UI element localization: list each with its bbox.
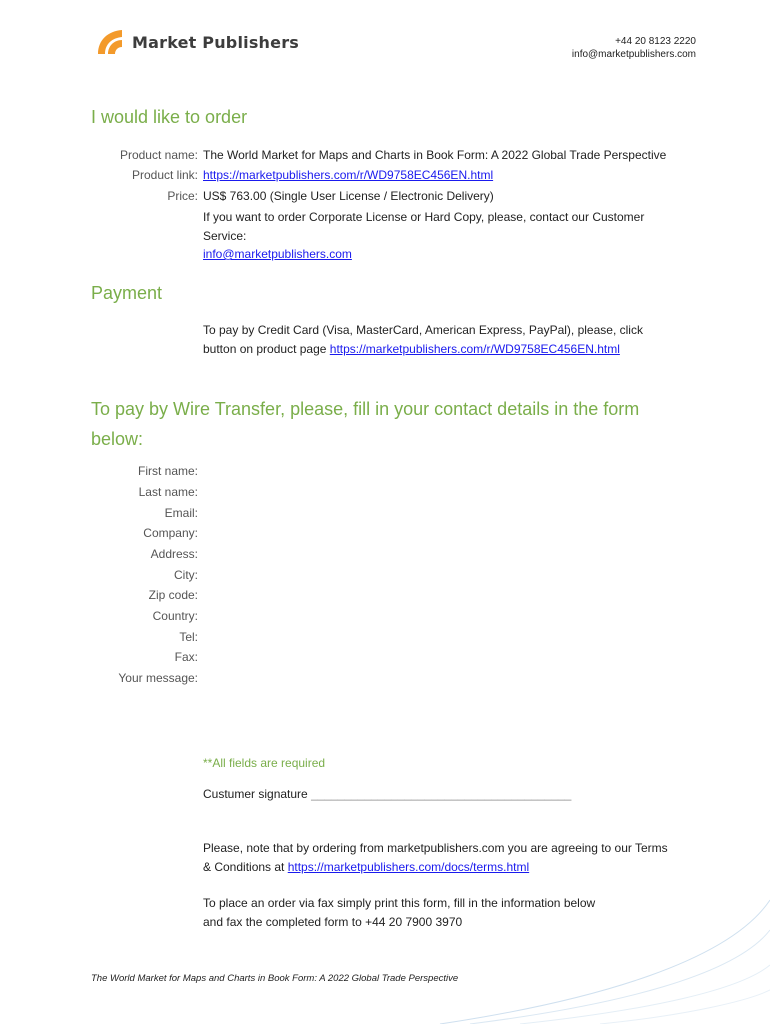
market-publishers-logo-icon xyxy=(96,28,126,56)
terms-link[interactable]: https://marketpublishers.com/docs/terms.html xyxy=(287,859,530,874)
payment-heading: Payment xyxy=(91,283,163,303)
price-label: Price: xyxy=(167,189,198,203)
wire-heading-line2: below: xyxy=(91,429,144,449)
first-name-label: First name: xyxy=(137,464,198,478)
product-name-value: The World Market for Maps and Charts in Book Form: A 2022 Global Trade Perspective xyxy=(203,148,667,162)
fax-instructions xyxy=(203,894,595,931)
message-label: Your message: xyxy=(118,671,198,685)
license-note-line1: If you want to order Corporate License or Hard Copy, please, contact our Customer xyxy=(203,210,645,224)
footer-title: The World Market for Maps and Charts in Book Form: A 2022 Global Trade Perspective xyxy=(91,973,459,984)
country-label: Country: xyxy=(152,609,198,623)
terms-note xyxy=(203,839,668,876)
payment-product-link[interactable]: https://marketpublishers.com/r/WD9758EC456EN.html xyxy=(329,341,620,356)
payment-text-line1: To pay by Credit Card (Visa, MasterCard, American Express, PayPal), please, click xyxy=(203,323,643,337)
terms-line2: & Conditions at xyxy=(203,859,288,874)
address-label: Address: xyxy=(150,547,198,561)
price-value: US$ 763.00 (Single User License / Electronic Delivery) xyxy=(203,189,494,203)
fax-line1: To place an order via fax simply print this form, fill in the information below xyxy=(203,896,596,910)
signature-underline: _______________________________________ xyxy=(311,787,572,801)
wire-transfer-heading xyxy=(91,396,691,452)
brand-logo xyxy=(96,28,299,56)
last-name-label: Last name: xyxy=(138,485,198,499)
brand-name: Market Publishers xyxy=(132,32,300,52)
payment-text-line2: button on product page xyxy=(203,341,330,356)
zip-code-label: Zip code: xyxy=(148,588,198,602)
city-label: City: xyxy=(174,568,198,582)
payment-text xyxy=(203,321,643,358)
required-note: **All fields are required xyxy=(203,756,326,770)
header-contact xyxy=(572,35,696,61)
company-label: Company: xyxy=(143,526,198,540)
product-link[interactable]: https://marketpublishers.com/r/WD9758EC456EN.html xyxy=(203,168,494,182)
header-phone: +44 20 8123 2220 xyxy=(615,36,696,47)
service-email-link[interactable]: info@marketpublishers.com xyxy=(203,247,352,261)
wire-heading-line1: To pay by Wire Transfer, please, fill in your contact details in the form xyxy=(91,399,640,419)
product-link-label: Product link: xyxy=(131,168,198,182)
tel-label: Tel: xyxy=(179,630,198,644)
license-note xyxy=(203,208,644,264)
signature-label: Custumer signature xyxy=(203,787,308,801)
fax-line2: and fax the completed form to +44 20 7900 3970 xyxy=(203,914,463,929)
email-label: Email: xyxy=(164,506,198,520)
header-email: info@marketpublishers.com xyxy=(571,49,696,60)
license-note-line2: Service: xyxy=(203,228,247,243)
terms-line1: Please, note that by ordering from marketpublishers.com you are agreeing to our Terms xyxy=(203,841,668,855)
signature-line xyxy=(203,785,571,804)
product-name-label: Product name: xyxy=(119,148,198,162)
fax-label: Fax: xyxy=(174,650,198,664)
order-heading: I would like to order xyxy=(91,107,248,127)
